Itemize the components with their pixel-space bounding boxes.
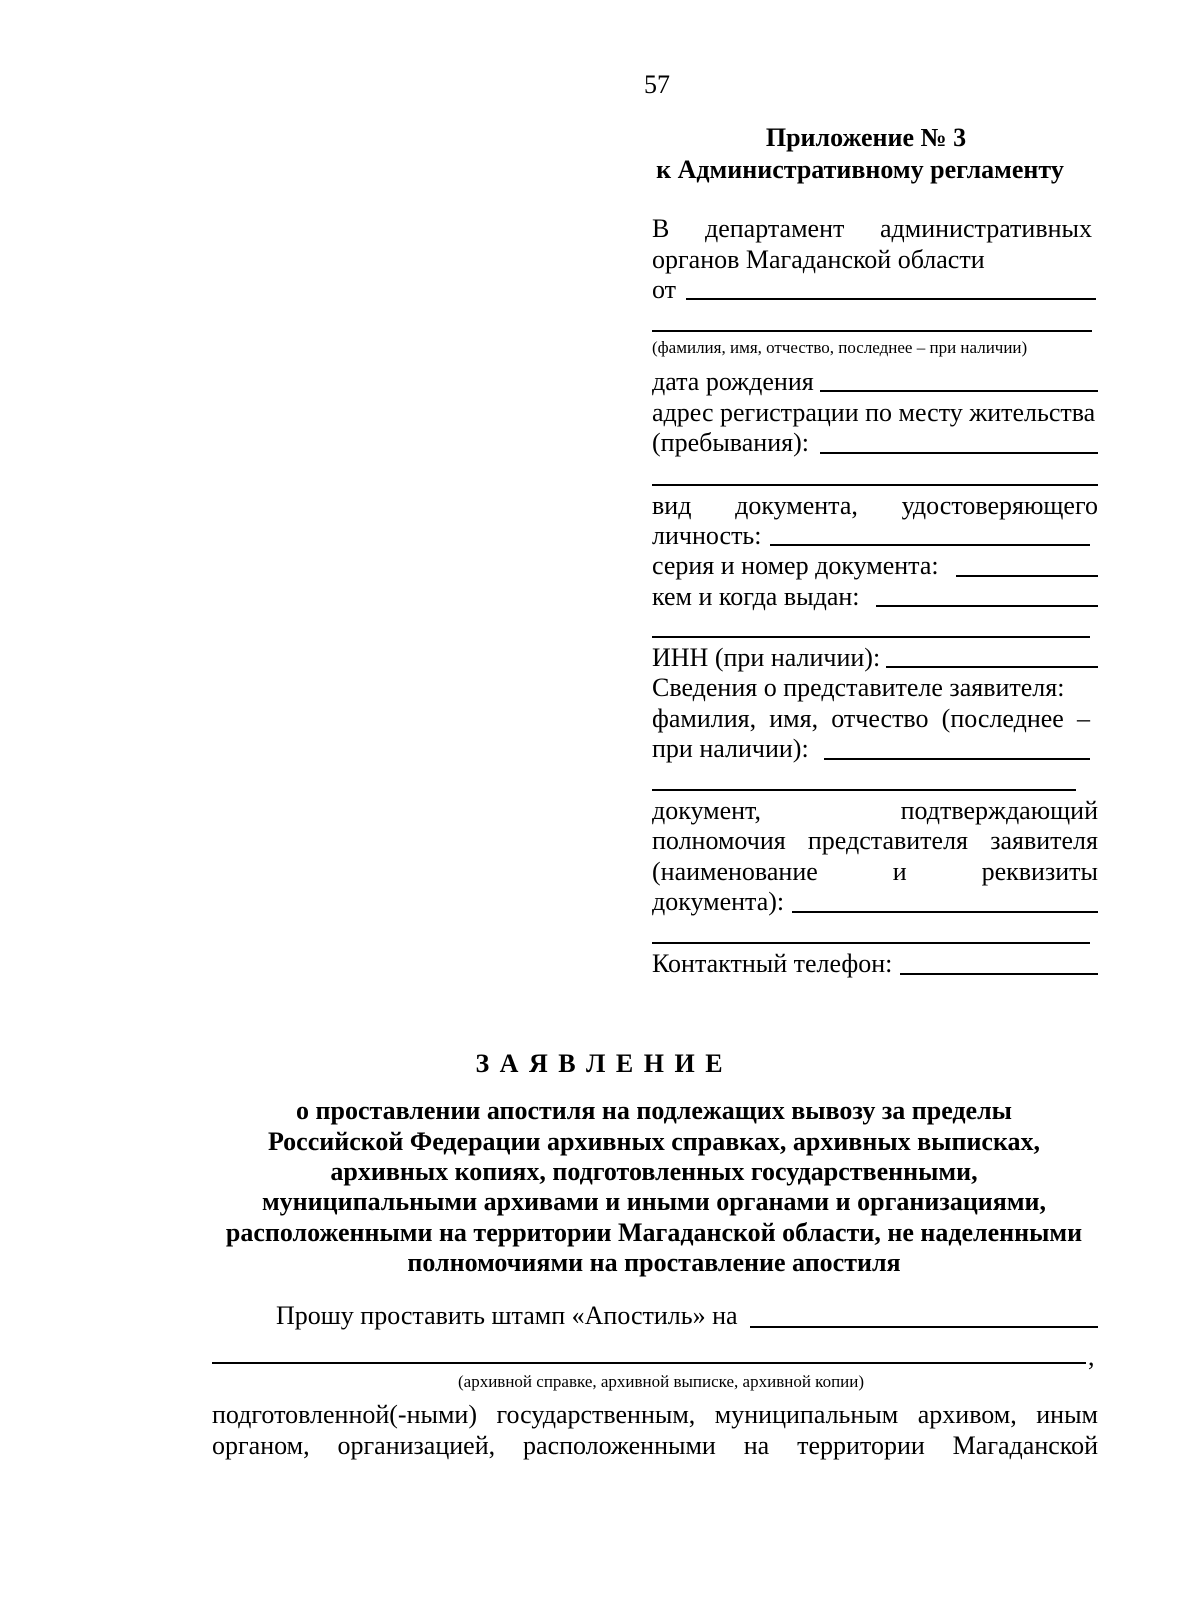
request-comma: ,	[1088, 1342, 1095, 1371]
birth-date-label: дата рождения	[652, 367, 814, 396]
id-doc-label-1: вид документа, удостоверяющего	[652, 491, 1098, 520]
statement-subtitle-4: муниципальными архивами и иными органами и организациями,	[261, 1187, 1047, 1216]
id-doc-field-line[interactable]	[770, 544, 1090, 546]
fio-hint: (фамилия, имя, отчество, последнее – при наличии)	[652, 338, 1028, 357]
from-label: от	[652, 275, 677, 304]
issued-by-field-line[interactable]	[876, 605, 1098, 607]
statement-subtitle-6: полномочиями на проставление апостиля	[407, 1248, 901, 1277]
fio-field-line[interactable]	[652, 330, 1092, 332]
page-number: 57	[644, 70, 670, 99]
appendix-subtitle: к Административному регламенту	[656, 155, 1064, 184]
address-field-line-2[interactable]	[652, 484, 1098, 486]
body-line-1: подготовленной(-ными) государственным, муниципальным архивом, иным	[212, 1400, 1098, 1429]
rep-fio-field-line[interactable]	[824, 758, 1090, 760]
series-number-label: серия и номер документа:	[652, 551, 939, 580]
request-field-line[interactable]	[750, 1326, 1098, 1328]
statement-subtitle-5: расположенными на территории Магаданской области, не наделенными	[225, 1218, 1083, 1247]
id-doc-label-2: личность:	[652, 521, 762, 550]
request-hint: (архивной справке, архивной выписке, архивной копии)	[458, 1372, 865, 1391]
request-text: Прошу проставить штамп «Апостиль» на	[276, 1301, 738, 1330]
rep-doc-label-4: документа):	[652, 887, 785, 916]
address-label-2: (пребывания):	[652, 428, 809, 457]
birth-date-field-line[interactable]	[820, 390, 1098, 392]
representative-label: Сведения о представителе заявителя:	[652, 673, 1065, 702]
statement-subtitle-3: архивных копиях, подготовленных государственными,	[330, 1157, 978, 1186]
inn-field-line[interactable]	[886, 666, 1098, 668]
inn-label: ИНН (при наличии):	[652, 643, 881, 672]
rep-fio-label-2: при наличии):	[652, 734, 809, 763]
issued-by-label: кем и когда выдан:	[652, 582, 860, 611]
statement-title: З А Я В Л Е Н И Е	[475, 1049, 725, 1078]
rep-fio-field-line-2[interactable]	[652, 789, 1076, 791]
rep-doc-label-3: (наименование и реквизиты	[652, 857, 1098, 886]
rep-doc-label-2: полномочия представителя заявителя	[652, 826, 1098, 855]
statement-subtitle-2: Российской Федерации архивных справках, архивных выписках,	[267, 1127, 1041, 1156]
appendix-title: Приложение № 3	[765, 123, 967, 152]
from-field-line[interactable]	[686, 298, 1096, 300]
rep-doc-field-line[interactable]	[792, 911, 1098, 913]
body-line-2: органом, организацией, расположенными на территории Магаданской	[212, 1431, 1098, 1460]
request-field-line-2[interactable]	[212, 1362, 1086, 1364]
rep-doc-field-line-2[interactable]	[652, 942, 1090, 944]
rep-doc-label-1: документ, подтверждающий	[652, 796, 1098, 825]
address-label-1: адрес регистрации по месту жительства	[652, 398, 1096, 427]
addressee-line-2: органов Магаданской области	[652, 245, 985, 274]
issued-by-field-line-2[interactable]	[652, 636, 1090, 638]
phone-label: Контактный телефон:	[652, 949, 893, 978]
series-number-field-line[interactable]	[956, 575, 1098, 577]
statement-subtitle-1: о проставлении апостиля на подлежащих вывозу за пределы	[296, 1096, 1012, 1125]
addressee-line-1: В департамент административных	[652, 214, 1092, 243]
address-field-line[interactable]	[820, 452, 1098, 454]
rep-fio-label-1: фамилия, имя, отчество (последнее –	[652, 704, 1090, 733]
phone-field-line[interactable]	[900, 973, 1098, 975]
